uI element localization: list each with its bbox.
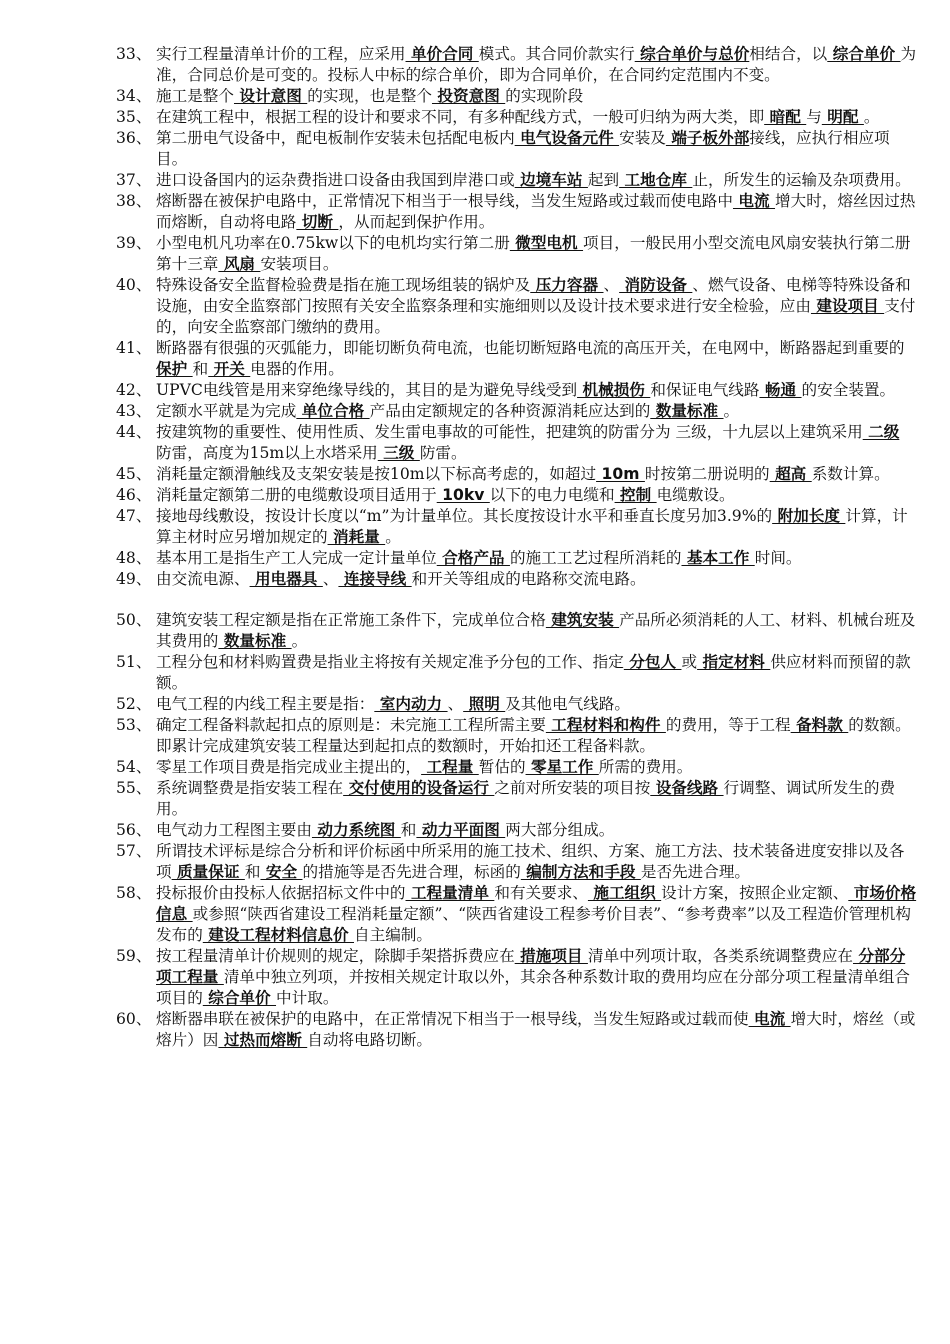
answer-blank: 机械损伤 (577, 381, 651, 399)
question-text: 消耗量定额第二册的电缆敷设项目适用于 (156, 486, 437, 504)
question-text: 止，所发生的运输及杂项费用。 (692, 171, 911, 189)
question-item (116, 107, 920, 128)
question-text: 、 (447, 695, 464, 713)
question-text: 自动将电路切断。 (307, 1031, 432, 1049)
question-text: 相结合，以 (749, 45, 828, 63)
question-item (116, 548, 920, 569)
answer-blank: 备料款 (790, 716, 849, 734)
answer-blank: 风扇 (218, 255, 261, 273)
question-text: 或 (681, 653, 698, 671)
question-text: 项目，一般民用小型交流电风扇安装执行第二册第十三章 (156, 234, 911, 273)
question-text: 和 (400, 821, 417, 839)
answer-blank: 电气设备元件 (514, 129, 620, 147)
question-text: 两大部分组成。 (505, 821, 615, 839)
question-number: 56、 (116, 821, 152, 839)
question-text: 按工程量清单计价规则的规定，除脚手架搭拆费应在 (156, 947, 515, 965)
question-text: 第二册电气设备中，配电板制作安装未包括配电板内 (156, 129, 515, 147)
question-text: 、燃气设备、电梯等特殊设备和设施，由安全监察部门按照有关安全监察条理和实施细则以及设计技术要求进行安全检验，应由 (156, 276, 911, 315)
question-text: 产品由定额规定的各种资源消耗应达到的 (369, 402, 651, 420)
question-item (116, 883, 920, 946)
question-item (116, 778, 920, 820)
question-text: 的实现，也是整个 (307, 87, 432, 105)
question-number: 42、 (116, 381, 152, 399)
answer-blank: 端子板外部 (665, 129, 750, 147)
question-text: 工程分包和材料购置费是指业主将按有关规定准予分包的工作、指定 (156, 653, 624, 671)
answer-blank: 质量保证 (171, 863, 245, 881)
answer-blank: 综合单价与总价 (634, 45, 750, 63)
question-item (116, 191, 920, 233)
answer-blank: 消耗量 (327, 528, 386, 546)
question-item (116, 757, 920, 778)
answer-blank: 分包人 (623, 653, 682, 671)
question-text: 为准，合同总价是可变的。投标人中标的综合单价，即为合同单价，在合同约定范围内不变。 (156, 45, 917, 84)
question-number: 40、 (116, 276, 152, 294)
question-text: 定额水平就是为完成 (156, 402, 297, 420)
question-text: 电缆敷设。 (656, 486, 735, 504)
answer-blank: 开关 (208, 360, 251, 378)
question-text: 设计方案，按照企业定额、 (661, 884, 849, 902)
answer-blank: 交付使用的设备运行 (343, 779, 495, 797)
answer-blank: 保护 (156, 360, 193, 378)
question-text: 熔断器串联在被保护的电路中，在正常情况下相当于一根导线，当发生短路或过载而使 (156, 1010, 749, 1028)
question-text: 接地母线敷设，按设计长度以“m”为计量单位。其长度按设计水平和垂直长度另加3.9%的 (156, 507, 773, 525)
question-item (116, 946, 920, 1009)
question-text: 小型电机凡功率在0.75kw以下的电机均实行第二册 (156, 234, 510, 252)
question-text: 投标报价由投标人依据招标文件中的 (156, 884, 406, 902)
question-text: 。 (723, 402, 740, 420)
question-item (116, 401, 920, 422)
answer-blank: 指定材料 (697, 653, 771, 671)
question-text: 断路器有很强的灭弧能力，即能切断负荷电流，也能切断短路电流的高压开关，在电网中，断路器起到重要的 (156, 339, 905, 357)
question-text: 的数额。即累计完成建筑安装工程量达到起扣点的数额时，开始扣还工程备料款。 (156, 716, 911, 755)
answer-blank: 市场价格信息 (156, 884, 917, 923)
answer-blank: 控制 (614, 486, 657, 504)
question-text: 支付的，向安全监察部门缴纳的费用。 (156, 297, 916, 336)
answer-blank: 用电器具 (249, 570, 323, 588)
question-text: 电气动力工程图主要由 (156, 821, 312, 839)
answer-blank: 单价合同 (405, 45, 479, 63)
question-text: 自主编制。 (354, 926, 432, 944)
question-item (116, 569, 920, 590)
question-item (116, 1009, 920, 1051)
question-number: 52、 (116, 695, 152, 713)
answer-blank: 建设项目 (810, 297, 885, 315)
answer-blank: 建设工程材料信息价 (202, 926, 354, 944)
question-item (116, 694, 920, 715)
answer-blank: 数量标准 (218, 632, 292, 650)
question-text: 起到 (587, 171, 620, 189)
answer-blank: 综合单价 (202, 989, 277, 1007)
answer-blank: 10kv (436, 486, 490, 504)
question-text: 和开关等组成的电路称交流电路。 (411, 570, 646, 588)
question-text: 清单中列项计取，各类系统调整费应在 (587, 947, 854, 965)
answer-blank: 工程量 (421, 758, 479, 776)
question-text: 建筑安装工程定额是指在正常施工条件下，完成单位合格 (156, 611, 546, 629)
question-number: 57、 (116, 842, 152, 860)
question-number: 39、 (116, 234, 152, 252)
question-item (116, 338, 920, 380)
answer-blank: 综合单价 (827, 45, 901, 63)
answer-blank: 明配 (821, 108, 864, 126)
question-text: 供应材料而预留的款额。 (156, 653, 911, 692)
question-text: 增大时，熔丝（或熔片）因 (156, 1010, 916, 1049)
answer-blank: 二级 (862, 423, 900, 441)
question-number: 45、 (116, 465, 152, 483)
question-text: 电气工程的内线工程主要是指： (156, 695, 375, 713)
answer-blank: 编制方法和手段 (520, 863, 641, 881)
question-number: 33、 (116, 45, 152, 63)
question-number: 55、 (116, 779, 152, 797)
question-text: 、 (603, 276, 620, 294)
question-text: UPVC电线管是用来穿绝缘导线的，其目的是为避免导线受到 (156, 381, 578, 399)
question-number: 43、 (116, 402, 152, 420)
answer-blank: 边境车站 (514, 171, 588, 189)
question-item (116, 715, 920, 757)
question-text: 接线，应执行相应项目。 (156, 129, 890, 168)
question-item (116, 506, 920, 548)
question-text: 是否先进合理。 (640, 863, 751, 881)
question-number: 44、 (116, 423, 152, 441)
question-number: 54、 (116, 758, 152, 776)
question-item (116, 128, 920, 170)
question-item (116, 170, 920, 191)
question-text: 及其他电气线路。 (505, 695, 630, 713)
answer-blank: 消防设备 (619, 276, 693, 294)
question-text: 施工是整个 (156, 87, 234, 105)
answer-blank: 微型电机 (509, 234, 584, 252)
answer-blank: 10m (596, 465, 645, 483)
question-item (116, 610, 920, 652)
answer-blank: 畅通 (759, 381, 802, 399)
question-text: 与 (806, 108, 822, 126)
question-text: 计算，计算主材时应另增加规定的 (156, 507, 908, 546)
question-text: 时间。 (754, 549, 802, 567)
question-text: 防雷，高度为15m以上水塔采用 (156, 444, 378, 462)
question-number: 41、 (116, 339, 152, 357)
question-text: 系数计算。 (811, 465, 890, 483)
question-number: 51、 (116, 653, 152, 671)
question-number: 35、 (116, 108, 152, 126)
answer-blank: 动力平面图 (416, 821, 506, 839)
question-text: 暂估的 (478, 758, 526, 776)
question-text: 电器的作用。 (250, 360, 344, 378)
answer-blank: 施工组织 (587, 884, 662, 902)
question-text: 。 (863, 108, 880, 126)
answer-blank: 安全 (260, 863, 303, 881)
question-text: 产品所必须消耗的人工、材料、机械台班及其费用的 (156, 611, 916, 650)
answer-blank: 合格产品 (436, 549, 510, 567)
answer-blank: 工程量清单 (405, 884, 495, 902)
question-text: 的施工工艺过程所消耗的 (509, 549, 682, 567)
answer-blank: 电流 (748, 1010, 791, 1028)
question-text: 以下的电力电缆和 (489, 486, 615, 504)
answer-blank: 设计意图 (233, 87, 308, 105)
question-number: 53、 (116, 716, 152, 734)
answer-blank: 设备线路 (650, 779, 724, 797)
answer-blank: 照明 (463, 695, 506, 713)
question-text: 增大时，熔丝因过热而熔断，自动将电路 (156, 192, 916, 231)
question-item (116, 275, 920, 338)
answer-blank: 投资意图 (431, 87, 506, 105)
answer-blank: 三级 (377, 444, 420, 462)
question-text: 所谓技术评标是综合分析和评价标函中所采用的施工技术、组织、方案、施工方法、技术装备进度安排以及各项 (156, 842, 905, 881)
question-number: 46、 (116, 486, 152, 504)
answer-blank: 过热而熔断 (218, 1031, 308, 1049)
question-text: 。 (291, 632, 308, 650)
question-text: 系统调整费是指安装工程在 (156, 779, 344, 797)
question-text: 模式。其合同价款实行 (478, 45, 635, 63)
question-text: 的费用，等于工程 (665, 716, 791, 734)
question-text: 中计取。 (276, 989, 339, 1007)
question-text: 由交流电源、 (156, 570, 250, 588)
answer-blank: 工地仓库 (619, 171, 693, 189)
question-text: 的安全装置。 (801, 381, 896, 399)
question-text: 安装项目。 (260, 255, 339, 273)
question-item (116, 44, 920, 86)
question-item (116, 380, 920, 401)
answer-blank: 动力系统图 (311, 821, 401, 839)
question-text: 基本用工是指生产工人完成一定计量单位 (156, 549, 437, 567)
question-number: 49、 (116, 570, 152, 588)
question-text: 按建筑物的重要性、使用性质、发生雷电事故的可能性，把建筑的防雷分为 三级，十九层以上建筑采用 (156, 423, 863, 441)
question-text: 确定工程备料款起扣点的原则是：未完施工工程所需主要 (156, 716, 546, 734)
question-text: ，从而起到保护作用。 (338, 213, 495, 231)
question-text: 防雷。 (419, 444, 467, 462)
answer-blank: 零星工作 (525, 758, 599, 776)
question-text: 零星工作项目费是指完成业主提出的， (156, 758, 422, 776)
answer-blank: 基本工作 (681, 549, 755, 567)
answer-blank: 措施项目 (514, 947, 588, 965)
question-text: 和 (192, 360, 209, 378)
question-number: 58、 (116, 884, 152, 902)
question-text: 所需的费用。 (598, 758, 693, 776)
question-number: 50、 (116, 611, 152, 629)
question-text: 之前对所安装的项目按 (494, 779, 651, 797)
answer-blank: 室内动力 (374, 695, 448, 713)
answer-blank: 电流 (732, 192, 776, 210)
paragraph-gap (0, 590, 950, 610)
question-item (116, 233, 920, 275)
question-text: 。 (385, 528, 401, 546)
question-number: 36、 (116, 129, 152, 147)
question-text: 行调整、调试所发生的费用。 (156, 779, 896, 818)
question-number: 59、 (116, 947, 152, 965)
question-item (116, 652, 920, 694)
answer-blank: 附加长度 (772, 507, 846, 525)
question-number: 37、 (116, 171, 152, 189)
question-text: 实行工程量清单计价的工程，应采用 (156, 45, 406, 63)
question-text: 的实现阶段 (505, 87, 584, 105)
question-text: 进口设备国内的运杂费指进口设备由我国到岸港口或 (156, 171, 515, 189)
question-text: 和 (244, 863, 261, 881)
question-number: 48、 (116, 549, 152, 567)
answer-blank: 压力容器 (530, 276, 604, 294)
question-item (116, 422, 920, 464)
question-item (116, 464, 920, 485)
answer-blank: 数量标准 (650, 402, 724, 420)
question-text: 和有关要求、 (494, 884, 588, 902)
question-number: 38、 (116, 192, 152, 210)
answer-blank: 建筑安装 (545, 611, 620, 629)
question-item (116, 841, 920, 883)
question-text: 消耗量定额滑触线及支架安装是按10m以下标高考虑的，如超过 (156, 465, 597, 483)
answer-blank: 单位合格 (296, 402, 370, 420)
question-text: 、 (322, 570, 339, 588)
question-text: 和保证电气线路 (650, 381, 760, 399)
answer-blank: 暗配 (764, 108, 807, 126)
question-item (116, 86, 920, 107)
answer-blank: 切断 (296, 213, 339, 231)
question-text: 特殊设备安全监督检验费是指在施工现场组装的锅炉及 (156, 276, 531, 294)
question-number: 47、 (116, 507, 152, 525)
question-text: 在建筑工程中，根据工程的设计和要求不同，有多种配线方式，一般可归纳为两大类，即 (156, 108, 765, 126)
question-text: 的措施等是否先进合理，标函的 (302, 863, 521, 881)
question-item (116, 485, 920, 506)
question-number: 60、 (116, 1010, 152, 1028)
answer-blank: 分部分项工程量 (156, 947, 906, 986)
answer-blank: 工程材料和构件 (545, 716, 666, 734)
answer-blank: 超高 (769, 465, 812, 483)
question-text: 安装及 (619, 129, 666, 147)
question-number: 34、 (116, 87, 152, 105)
question-item (116, 820, 920, 841)
question-text: 或参照“陕西省建设工程消耗量定额”、“陕西省建设工程参考价目表”、“参考费率”以及工程造价管理机构发布的 (156, 905, 911, 944)
question-text: 时按第二册说明的 (644, 465, 770, 483)
answer-blank: 连接导线 (338, 570, 412, 588)
question-text: 清单中独立列项，并按相关规定计取以外，其余各种系数计取的费用均应在分部分项工程量清单组合项目的 (156, 968, 910, 1007)
question-text: 熔断器在被保护电路中，正常情况下相当于一根导线，当发生短路或过载而使电路中 (156, 192, 733, 210)
